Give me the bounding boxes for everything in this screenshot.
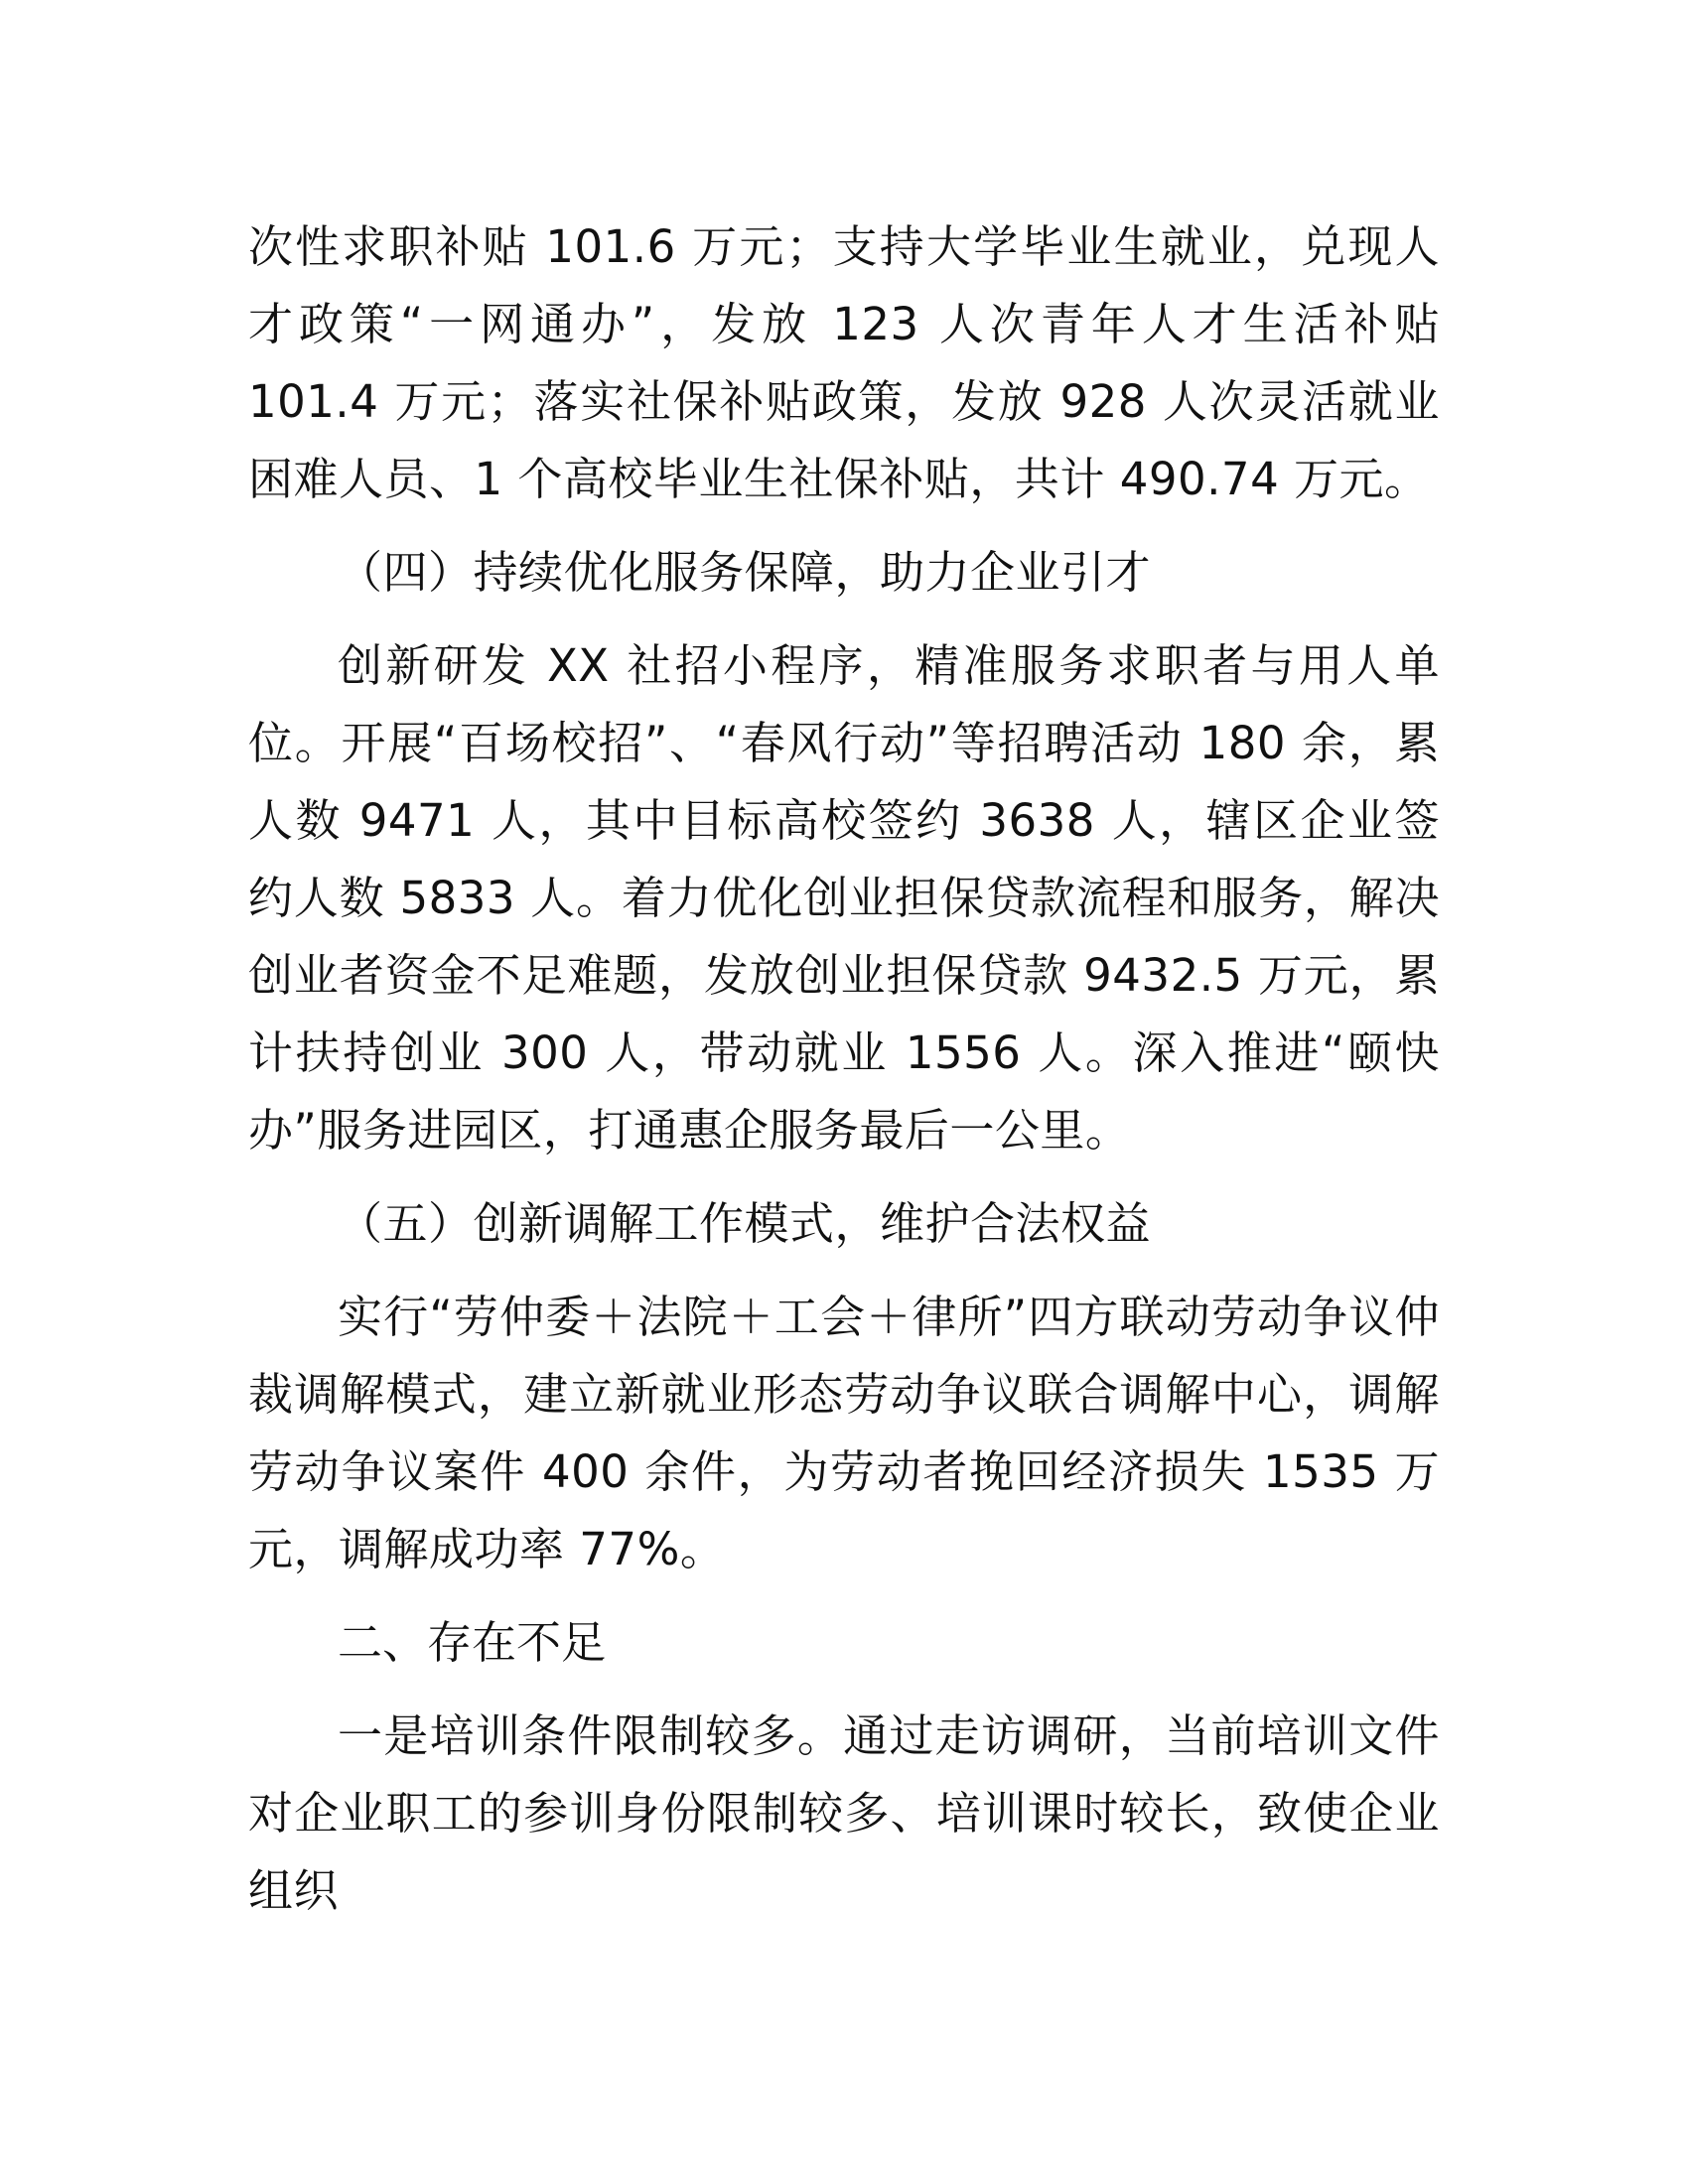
paragraph-mediation: 实行“劳仲委＋法院＋工会＋律所”四方联动劳动争议仲裁调解模式，建立新就业形态劳动争议联合调解中心，调解劳动争议案件 400 余件，为劳动者挽回经济损失 1535 万元，调解成功率 77%。 — [248, 1291, 1440, 1575]
document-body — [248, 208, 1440, 1946]
paragraph-continued: 次性求职补贴 101.6 万元；支持大学毕业生就业，兑现人才政策“一网通办”，发放 123 人次青年人才生活补贴 101.4 万元；落实社保补贴政策，发放 928 人次灵活就业困难人员、1 个高校毕业生社保补贴，共计 490.74 万元。 — [248, 220, 1440, 505]
paragraph-training: 一是培训条件限制较多。通过走访调研，当前培训文件对企业职工的参训身份限制较多、培训课时较长，致使企业组织 — [248, 1709, 1440, 1917]
subheading-four: （四）持续优化服务保障，助力企业引才 — [338, 546, 1152, 599]
section-heading-shortcomings: 二、存在不足 — [338, 1616, 607, 1669]
paragraph-service: 创新研发 XX 社招小程序，精准服务求职者与用人单位。开展“百场校招”、“春风行动”等招聘活动 180 余，累人数 9471 人，其中目标高校签约 3638 人，辖区企业签约人数 5833 人。着力优化创业担保贷款流程和服务，解决创业者资金不足难题，发放创业担保贷款 9432.5 万元，累计扶持创业 300 人，带动就业 1556 人。深入推进“颐快办”服务进园区，打通惠企服务最后一公里。 — [248, 639, 1440, 1157]
subheading-five: （五）创新调解工作模式，维护合法权益 — [338, 1197, 1152, 1250]
